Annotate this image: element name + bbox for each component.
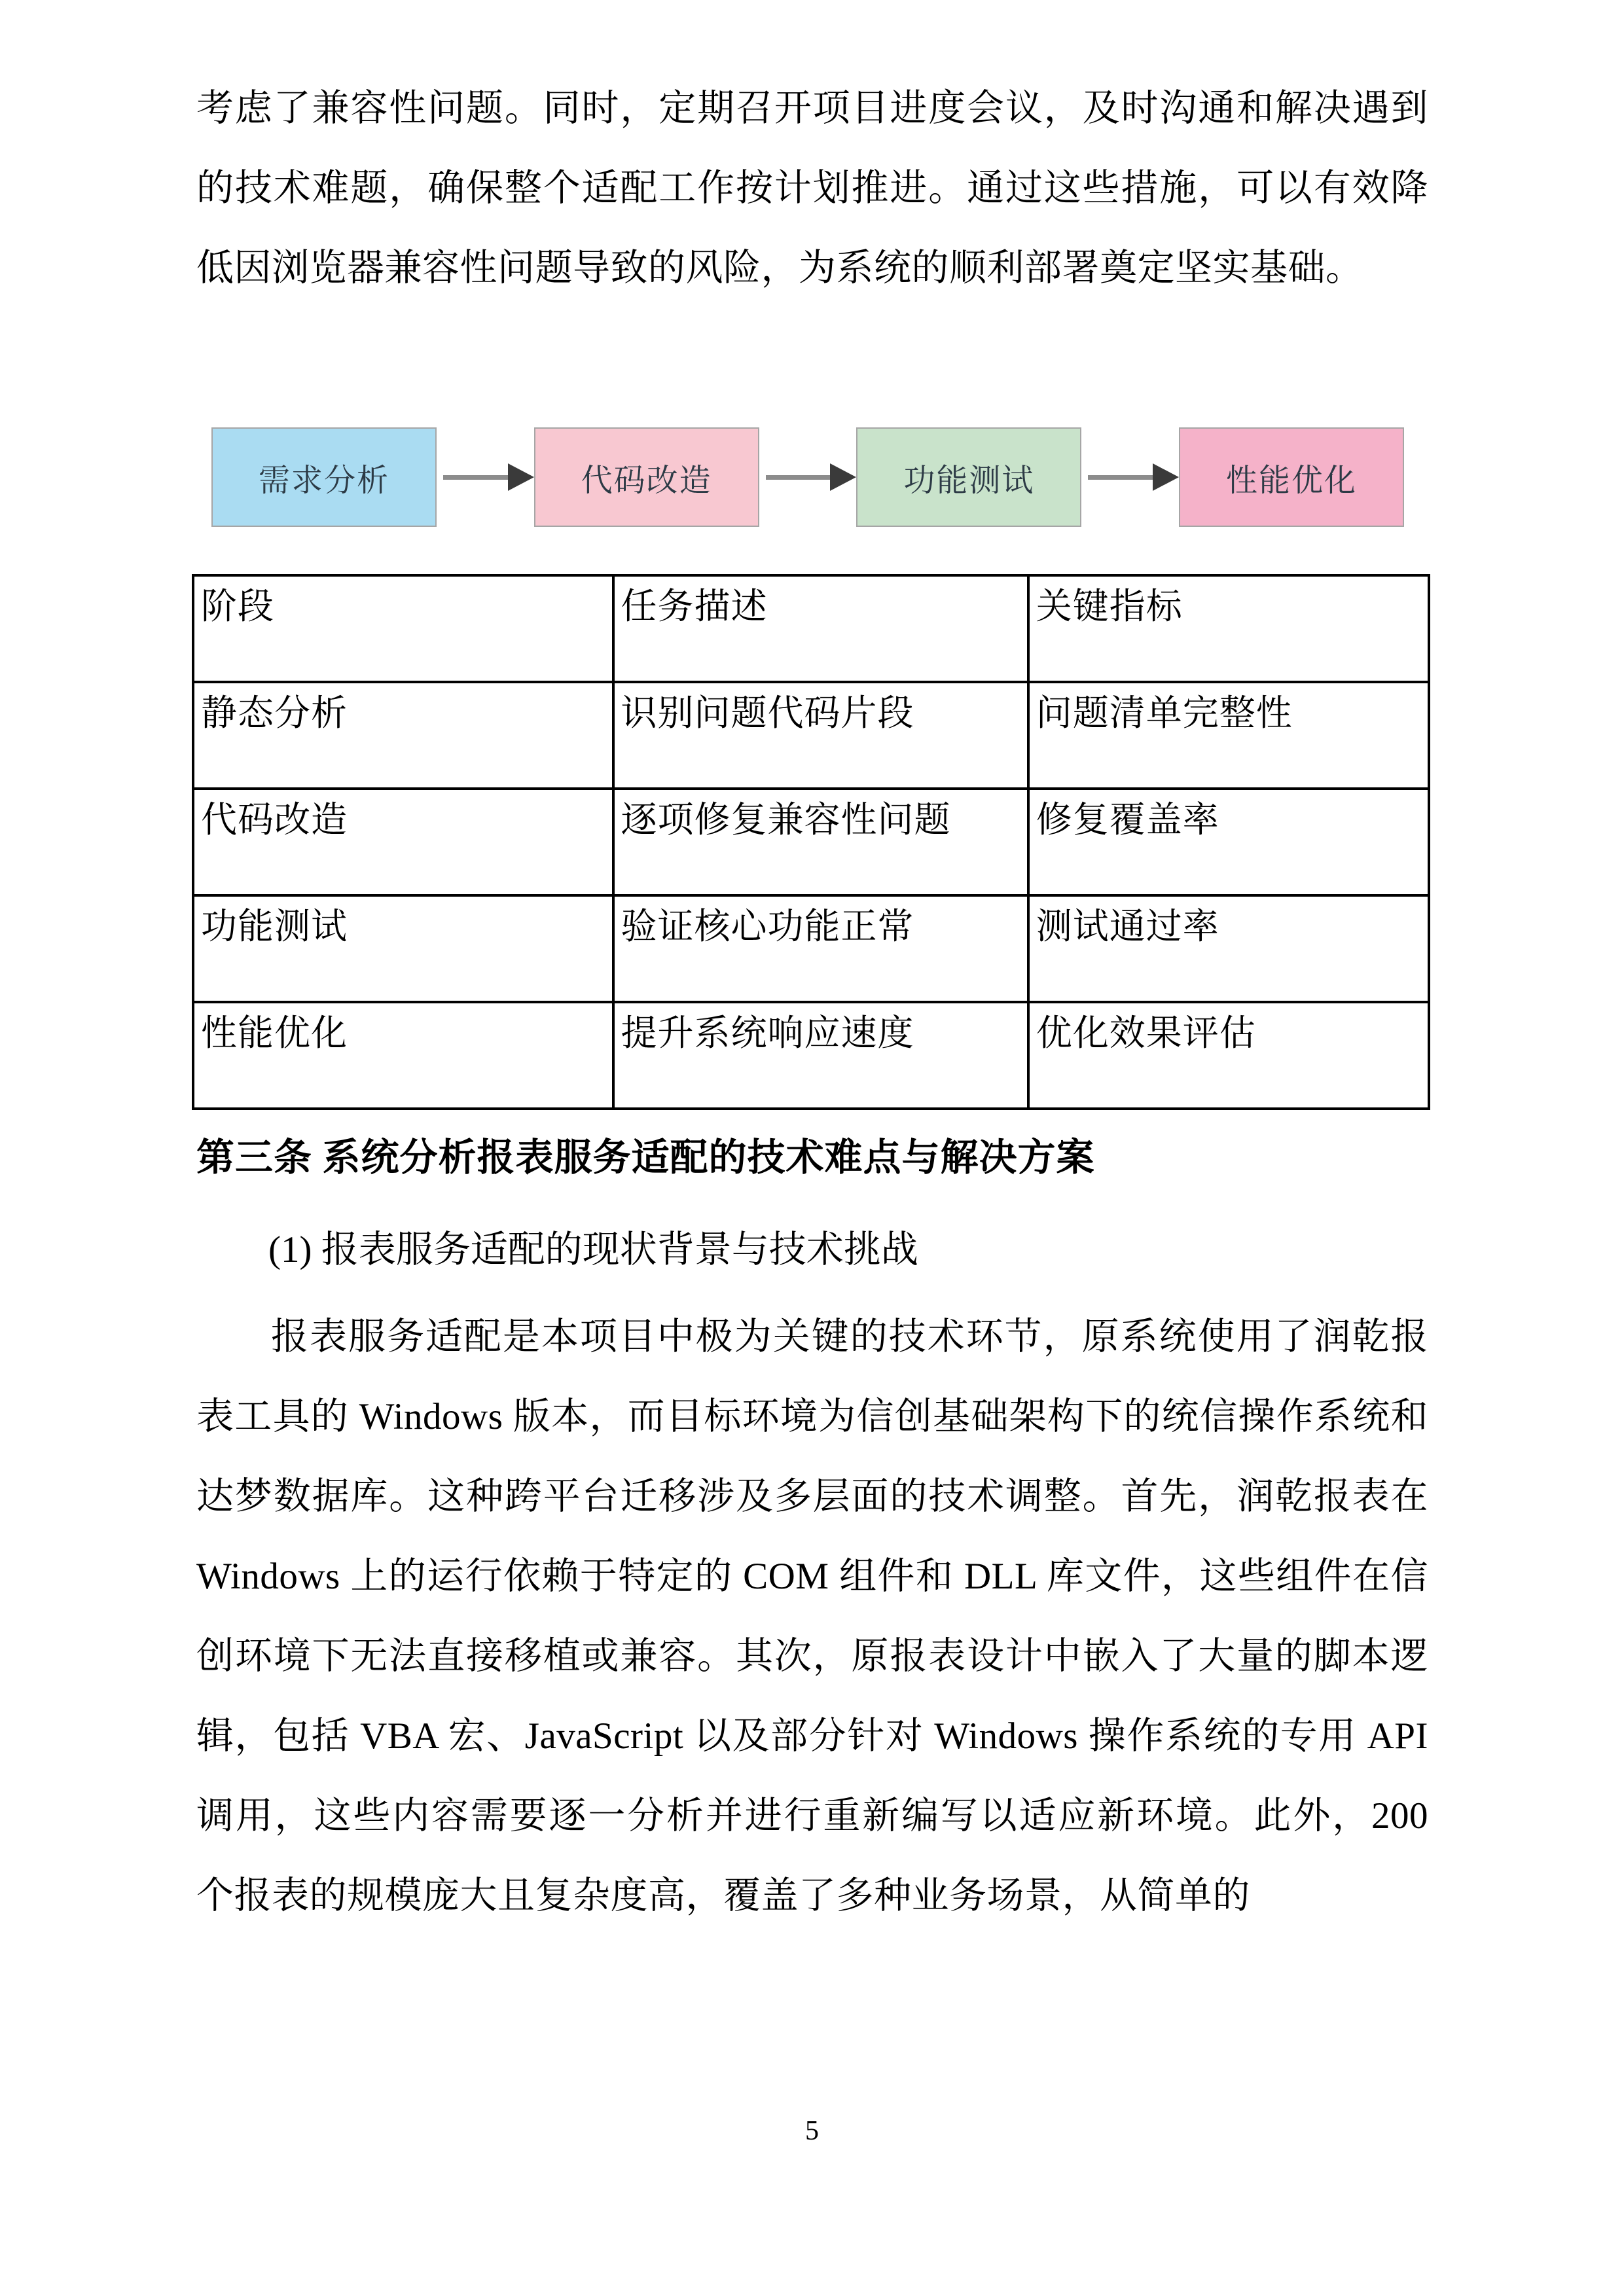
arrow-line	[443, 475, 508, 480]
table-cell: 提升系统响应速度	[613, 1002, 1028, 1109]
flow-arrow-icon	[1081, 427, 1179, 528]
table-header-cell: 阶段	[193, 575, 613, 682]
page-number: 5	[805, 2116, 819, 2146]
flow-step-requirements-analysis	[211, 427, 437, 527]
arrow-line	[1088, 475, 1153, 480]
arrow-head	[830, 463, 856, 491]
flow-step-label: 需求分析	[258, 463, 389, 498]
table-cell: 验证核心功能正常	[613, 895, 1028, 1002]
flow-step-code-refactor	[534, 427, 759, 527]
paragraph-body: 报表服务适配是本项目中极为关键的技术环节，原系统使用了润乾报表工具的 Windows 版本，而目标环境为信创基础架构下的统信操作系统和达梦数据库。这种跨平台迁移涉及多层面的技术调整。首先，润乾报表在 Windows 上的运行依赖于特定的 COM 组件和 DLL 库文件，这些组件在信创环境下无法直接移植或兼容。其次，原报表设计中嵌入了大量的脚本逻辑，包括 VBA 宏、JavaScript 以及部分针对 Windows 操作系统的专用 API 调用，这些内容需要逐一分析并进行重新编写以适应新环境。此外，200 个报表的规模庞大且复杂度高，覆盖了多种业务场景，从简单的	[196, 1316, 1428, 1916]
flow-arrow-icon	[437, 427, 534, 528]
table-cell: 静态分析	[193, 682, 613, 789]
flow-step-label: 性能优化	[1226, 463, 1358, 498]
table-cell: 逐项修复兼容性问题	[613, 789, 1028, 895]
table-header-row	[193, 575, 1429, 682]
table-cell: 功能测试	[193, 895, 613, 1002]
table-row	[193, 1002, 1429, 1109]
table-header-cell: 任务描述	[613, 575, 1028, 682]
paragraph-top: 考虑了兼容性问题。同时，定期召开项目进度会议，及时沟通和解决遇到的技术难题，确保整个适配工作按计划推进。通过这些措施，可以有效降低因浏览器兼容性问题导致的风险，为系统的顺利部署奠定坚实基础。	[196, 88, 1428, 289]
table-cell: 测试通过率	[1028, 895, 1429, 1002]
table-cell: 优化效果评估	[1028, 1002, 1429, 1109]
flow-step-label: 代码改造	[581, 463, 712, 498]
table-cell: 识别问题代码片段	[613, 682, 1028, 789]
arrow-head	[508, 463, 534, 491]
arrow-line	[766, 475, 831, 480]
table-row	[193, 789, 1429, 895]
table-cell: 代码改造	[193, 789, 613, 895]
table-cell: 问题清单完整性	[1028, 682, 1429, 789]
table-row	[193, 682, 1429, 789]
flow-step-function-test	[856, 427, 1081, 527]
process-flowchart	[211, 427, 1404, 528]
stage-table	[192, 574, 1430, 1110]
table-cell: 性能优化	[193, 1002, 613, 1109]
table-cell: 修复覆盖率	[1028, 789, 1429, 895]
flow-step-performance-optimization	[1179, 427, 1404, 527]
section-heading: 第三条 系统分析报表服务适配的技术难点与解决方案	[196, 1136, 1095, 1179]
arrow-head	[1153, 463, 1179, 491]
table-row	[193, 895, 1429, 1002]
section-subheading: (1) 报表服务适配的现状背景与技术挑战	[268, 1229, 918, 1270]
flow-arrow-icon	[759, 427, 857, 528]
table-header-cell: 关键指标	[1028, 575, 1429, 682]
flow-step-label: 功能测试	[903, 463, 1035, 498]
